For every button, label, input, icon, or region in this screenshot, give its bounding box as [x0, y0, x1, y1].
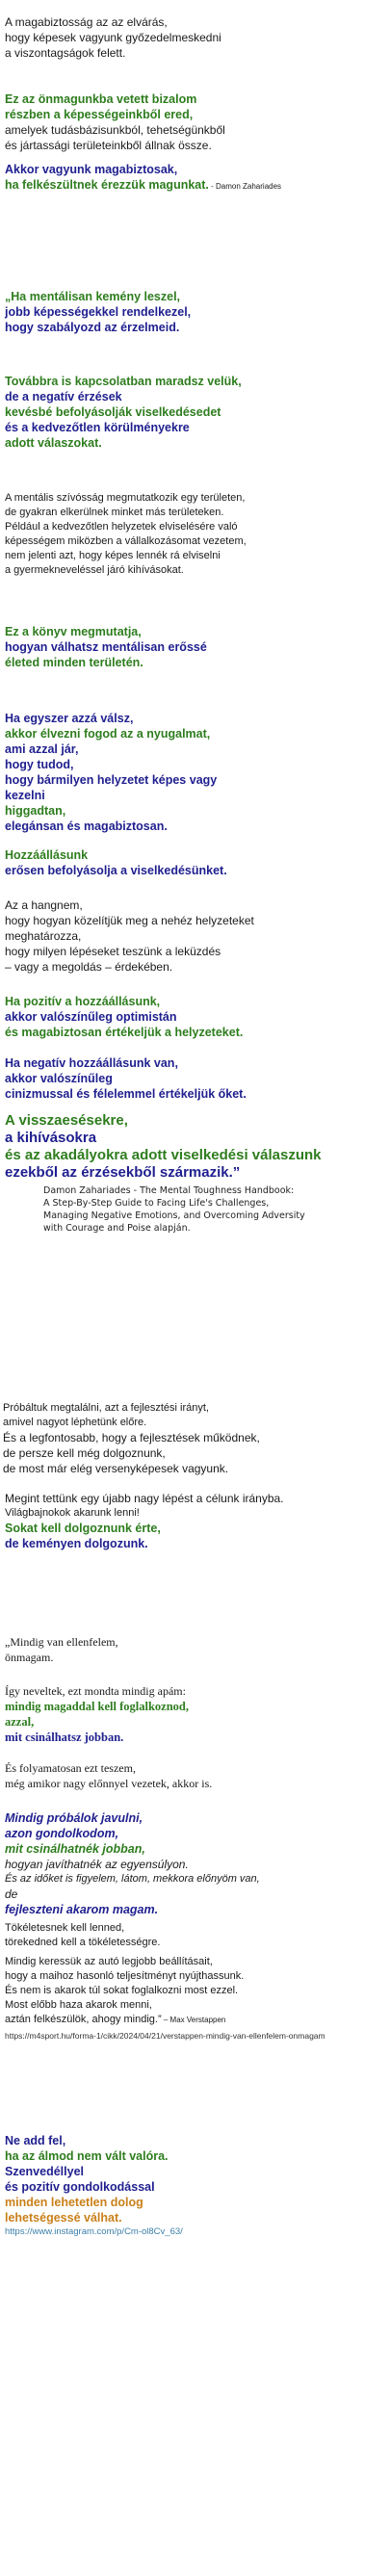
text-line — [5, 2164, 385, 2179]
line-text: Így neveltek, ezt mondta mindig apám: — [5, 1684, 186, 1698]
paragraph — [5, 1955, 385, 2027]
line-text: Damon Zahariades - The Mental Toughness Handbook: — [43, 1185, 295, 1196]
line-text: mit csinálhatnék jobban, — [5, 1842, 145, 1856]
author-attribution: – Max Verstappen — [161, 2016, 226, 2024]
line-text: és pozitív gondolkodással — [5, 2180, 155, 2194]
text-line — [5, 122, 385, 138]
text-line — [5, 1886, 385, 1902]
text-line — [5, 1683, 385, 1699]
text-line — [43, 1184, 390, 1197]
text-line — [43, 1210, 390, 1222]
text-line — [5, 1902, 385, 1917]
text-line — [5, 1998, 385, 2013]
line-text: hogy hogyan közelítjük meg a nehéz helyzeteket — [5, 914, 254, 927]
paragraph — [43, 1184, 390, 1235]
line-text: És a legfontosabb, hogy a fejlesztések működnek, — [3, 1431, 260, 1444]
text-line — [5, 1776, 385, 1791]
text-line — [5, 1969, 385, 1984]
text-line — [5, 1521, 385, 1536]
paragraph — [5, 1634, 385, 1665]
paragraph — [5, 1683, 385, 1745]
text-line — [5, 757, 385, 772]
line-text: Ez az önmagunkba vetett bizalom — [5, 92, 197, 106]
text-line — [5, 289, 385, 304]
text-line — [5, 1760, 385, 1776]
line-text: és jártassági területeinkből állnak össze. — [5, 139, 212, 152]
paragraph — [3, 1401, 383, 1476]
line-text: ami azzal jár, — [5, 742, 79, 756]
text-line — [5, 1857, 385, 1872]
text-line — [5, 1130, 385, 1147]
text-line — [5, 2210, 385, 2225]
line-text: jobb képességekkel rendelkezel, — [5, 305, 192, 319]
paragraph — [5, 847, 385, 878]
text-line — [5, 534, 385, 549]
text-line — [3, 1401, 383, 1416]
paragraph — [5, 1921, 385, 1950]
line-text: hogy milyen lépéseket teszünk a leküzdés — [5, 945, 221, 958]
text-line — [5, 1086, 385, 1102]
line-text: Például a kedvezőtlen helyzetek elviselésére való — [5, 521, 238, 533]
line-text: hogy bármilyen helyzetet képes vagy — [5, 773, 218, 787]
paragraph — [5, 624, 385, 670]
text-line — [5, 1112, 385, 1130]
text-line — [5, 959, 385, 975]
line-text: Szenvedéllyel — [5, 2165, 84, 2178]
line-text: Megint tettünk egy újabb nagy lépést a célunk irányba. — [5, 1492, 284, 1505]
text-line — [5, 1955, 385, 1969]
text-line — [5, 177, 385, 193]
line-text: cinizmussal és félelemmel értékeljük őket. — [5, 1087, 247, 1101]
paragraph — [5, 711, 385, 834]
text-line — [5, 1071, 385, 1086]
paragraph — [5, 14, 385, 61]
text-line — [43, 1222, 390, 1235]
text-line — [3, 1416, 383, 1430]
text-line — [5, 389, 385, 404]
text-line — [5, 491, 385, 506]
line-text: de — [5, 1887, 18, 1901]
line-text: ha felkészültnek érezzük magunkat. — [5, 178, 209, 192]
line-text: elegánsan és magabiztosan. — [5, 820, 168, 833]
line-text: de gyakran elkerülnek minket más területeken. — [5, 507, 224, 518]
line-text: mindig magaddal kell foglalkoznod, — [5, 1700, 190, 1713]
text-line — [5, 639, 385, 655]
line-text: A visszaesésekre, — [5, 1112, 128, 1129]
author-attribution: - Damon Zahariades — [208, 182, 282, 191]
text-line — [5, 1650, 385, 1665]
text-line — [5, 14, 385, 30]
text-line — [5, 742, 385, 757]
line-text: https://m4sport.hu/forma-1/cikk/2024/04/21/verstappen-mindig-van-ellenfelem-onmagam — [5, 2031, 325, 2041]
text-line — [5, 1936, 385, 1950]
line-text: Mindig próbálok javulni, — [5, 1811, 143, 1825]
line-text: hogy szabályozd az érzelmeid. — [5, 321, 180, 334]
text-line — [5, 1921, 385, 1936]
line-text: Ha negatív hozzáállásunk van, — [5, 1056, 178, 1070]
line-text: hogyan válhatsz mentálisan erőssé — [5, 640, 207, 654]
text-line — [5, 803, 385, 819]
text-line — [5, 624, 385, 639]
line-text: de a negatív érzések — [5, 390, 122, 403]
text-line — [5, 1984, 385, 1998]
line-text: akkor valószínűleg optimistán — [5, 1010, 177, 1024]
text-line — [5, 863, 385, 878]
text-line — [5, 374, 385, 389]
line-text: aztán felkészülök, ahogy mindig.” — [5, 2014, 162, 2025]
line-text: Managing Negative Emotions, and Overcoming Adversity — [43, 1210, 305, 1221]
line-text: És nem is akarok túl sokat foglalkozni most ezzel. — [5, 1985, 239, 1996]
paragraph — [5, 491, 385, 578]
line-text: részben a képességeinkből ered, — [5, 108, 194, 121]
paragraph — [5, 162, 385, 193]
line-text: És az időket is figyelem, látom, mekkora előnyöm van, — [5, 1873, 260, 1885]
line-text: de most már elég versenyképesek vagyunk. — [3, 1462, 229, 1475]
text-line — [5, 304, 385, 320]
line-text: kezelni — [5, 789, 45, 802]
line-text: Ne add fel, — [5, 2134, 66, 2147]
line-text: Mindig keressük az autó legjobb beállításait, — [5, 1956, 213, 1967]
text-line — [5, 45, 385, 61]
line-text: ezekből az érzésekből származik.” — [5, 1164, 241, 1181]
text-line — [3, 1445, 383, 1461]
text-line — [5, 847, 385, 863]
line-text: nem jelenti azt, hogy képes lennék rá elviselni — [5, 550, 221, 561]
text-line — [5, 1872, 385, 1886]
text-line — [5, 1025, 385, 1040]
line-text: with Courage and Poise alapján. — [43, 1223, 191, 1234]
text-line — [5, 435, 385, 451]
line-text: – vagy a megoldás – érdekében. — [5, 960, 173, 974]
text-line — [5, 928, 385, 944]
line-text: ha az álmod nem vált valóra. — [5, 2149, 169, 2163]
text-line — [5, 788, 385, 803]
text-line — [5, 320, 385, 335]
line-text: A Step-By-Step Guide to Facing Life's Challenges, — [43, 1198, 270, 1209]
paragraph — [5, 898, 385, 975]
text-line — [5, 563, 385, 578]
text-line — [5, 2195, 385, 2210]
text-line — [5, 1536, 385, 1551]
text-line — [5, 520, 385, 534]
paragraph — [5, 1112, 385, 1182]
line-text: Most előbb haza akarok menni, — [5, 1999, 152, 2011]
line-text: https://www.instagram.com/p/Cm-ol8Cv_63/ — [5, 2226, 183, 2237]
line-text: meghatározza, — [5, 929, 82, 943]
line-text: hogy a maihoz hasonló teljesítményt nyújthassunk. — [5, 1970, 245, 1982]
line-text: és a kedvezőtlen körülményekre — [5, 421, 190, 434]
paragraph — [5, 1491, 385, 1551]
text-line — [5, 1841, 385, 1857]
line-text: Hozzáállásunk — [5, 848, 89, 862]
line-text: lehetségessé válhat. — [5, 2211, 122, 2225]
line-text: azzal, — [5, 1715, 35, 1729]
line-text: akkor valószínűleg — [5, 1072, 113, 1085]
line-text: Ha egyszer azzá válsz, — [5, 712, 134, 725]
line-text: „Ha mentálisan kemény leszel, — [5, 290, 181, 303]
line-text: akkor élvezni fogod az a nyugalmat, — [5, 727, 211, 741]
line-text: Ha pozitív a hozzáállásunk, — [5, 995, 161, 1008]
line-text: Ez a könyv megmutatja, — [5, 625, 142, 638]
line-text: „Mindig van ellenfelem, — [5, 1635, 118, 1649]
text-line — [3, 1461, 383, 1476]
text-line — [5, 994, 385, 1009]
text-line — [5, 1491, 385, 1506]
paragraph — [5, 374, 385, 451]
text-line — [5, 1009, 385, 1025]
source-link[interactable] — [5, 2030, 385, 2042]
text-line — [5, 138, 385, 153]
line-text: A magabiztosság az az elvárás, — [5, 15, 168, 29]
text-line — [5, 1826, 385, 1841]
line-text: Továbbra is kapcsolatban maradsz velük, — [5, 375, 242, 388]
line-text: még amikor nagy előnnyel vezetek, akkor is. — [5, 1777, 213, 1790]
text-line — [5, 506, 385, 520]
line-text: de persze kell még dolgoznunk, — [3, 1446, 166, 1460]
line-text: Sokat kell dolgoznunk érte, — [5, 1522, 161, 1535]
source-link[interactable] — [5, 2225, 385, 2238]
line-text: És folyamatosan ezt teszem, — [5, 1761, 136, 1775]
line-text: a gyermekneveléssel járó kihívásokat. — [5, 564, 184, 576]
line-text: a kihívásokra — [5, 1130, 97, 1146]
line-text: és magabiztosan értékeljük a helyzeteket. — [5, 1026, 244, 1039]
line-text: életed minden területén. — [5, 656, 143, 669]
text-line — [5, 655, 385, 670]
text-line — [43, 1197, 390, 1210]
text-line — [5, 1730, 385, 1745]
paragraph — [5, 994, 385, 1040]
text-line — [5, 420, 385, 435]
paragraph — [5, 1810, 385, 1917]
paragraph — [5, 289, 385, 335]
paragraph — [5, 1760, 385, 1791]
text-line — [5, 2148, 385, 2164]
line-text: képességem miközben a vállalkozásomat vezetem, — [5, 535, 247, 547]
line-text: Tökéletesnek kell lenned, — [5, 1922, 125, 1934]
line-text: A mentális szívósság megmutatkozik egy területen, — [5, 492, 246, 504]
line-text: de keményen dolgozunk. — [5, 1537, 148, 1550]
line-text: azon gondolkodom, — [5, 1827, 119, 1840]
text-line — [5, 1164, 385, 1182]
line-text: és az akadályokra adott viselkedési válaszunk — [5, 1147, 322, 1163]
text-line — [3, 1430, 383, 1445]
text-line — [5, 819, 385, 834]
line-text: erősen befolyásolja a viselkedésünket. — [5, 864, 227, 877]
text-line — [5, 2013, 385, 2027]
line-text: önmagam. — [5, 1651, 54, 1664]
text-line — [5, 1055, 385, 1071]
line-text: Próbáltuk megtalálni, azt a fejlesztési irányt, — [3, 1402, 209, 1414]
text-line — [5, 711, 385, 726]
line-text: hogy képesek vagyunk győzedelmeskedni — [5, 31, 221, 44]
text-line — [5, 30, 385, 45]
line-text: hogyan javíthatnék az egyensúlyon. — [5, 1858, 189, 1871]
paragraph — [5, 2030, 385, 2042]
line-text: törekedned kell a tökéletességre. — [5, 1937, 161, 1948]
text-line — [5, 1634, 385, 1650]
line-text: a viszontagságok felett. — [5, 46, 126, 60]
paragraph — [5, 2133, 385, 2238]
text-line — [5, 404, 385, 420]
line-text: minden lehetetlen dolog — [5, 2196, 143, 2209]
text-line — [5, 913, 385, 928]
text-line — [5, 162, 385, 177]
text-line — [5, 726, 385, 742]
line-text: kevésbé befolyásolják viselkedésedet — [5, 405, 221, 419]
text-line — [5, 1506, 385, 1521]
line-text: mit csinálhatsz jobban. — [5, 1730, 124, 1744]
line-text: Az a hangnem, — [5, 898, 83, 912]
text-line — [5, 2179, 385, 2195]
line-text: Világbajnokok akarunk lenni! — [5, 1507, 140, 1519]
text-line — [5, 1810, 385, 1826]
line-text: fejleszteni akarom magam. — [5, 1903, 159, 1916]
text-line — [5, 898, 385, 913]
text-line — [5, 944, 385, 959]
text-line — [5, 549, 385, 563]
text-line — [5, 1147, 385, 1164]
paragraph — [5, 91, 385, 153]
text-line — [5, 772, 385, 788]
text-line — [5, 2133, 385, 2148]
line-text: hogy tudod, — [5, 758, 74, 771]
text-line — [5, 1699, 385, 1714]
paragraph — [5, 1055, 385, 1102]
line-text: Akkor vagyunk magabiztosak, — [5, 163, 178, 176]
line-text: amivel nagyot léphetünk előre. — [3, 1417, 147, 1428]
line-text: higgadtan, — [5, 804, 66, 818]
line-text: amelyek tudásbázisunkból, tehetségünkből — [5, 123, 225, 137]
text-line — [5, 107, 385, 122]
text-line — [5, 1714, 385, 1730]
text-line — [5, 91, 385, 107]
line-text: adott válaszokat. — [5, 436, 102, 450]
